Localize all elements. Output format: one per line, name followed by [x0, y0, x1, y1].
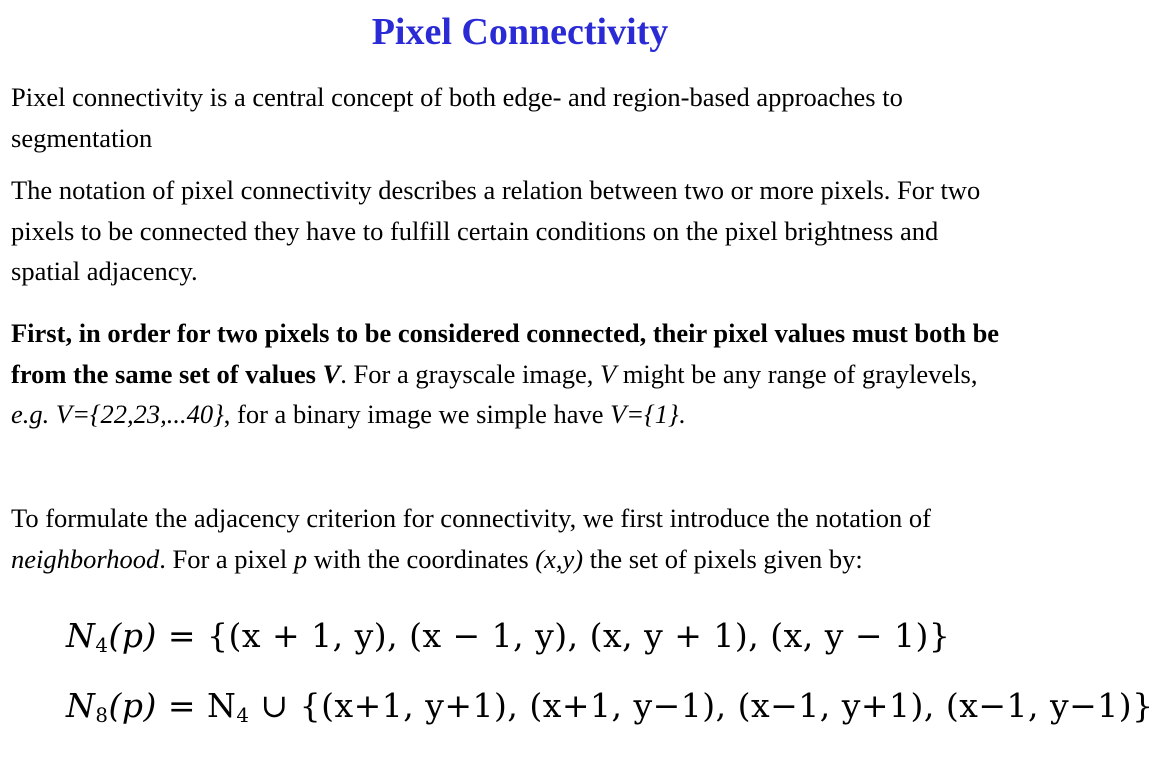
slide-title: Pixel Connectivity — [371, 11, 669, 53]
n8-lhs-sub: 8 — [95, 703, 109, 727]
coords-text: with the coordinates — [307, 543, 536, 574]
n8-equation — [66, 686, 1154, 727]
value-set-paragraph — [11, 313, 1011, 435]
var-v: V — [600, 358, 617, 389]
n4-rhs: = {(x + 1, y), (x − 1, y), (x, y + 1), (x, y − 1)} — [167, 616, 951, 655]
neighborhood-end-text: the set of pixels given by: — [583, 543, 863, 574]
example-set: e.g. V={22,23,...40} — [11, 399, 224, 429]
value-set-end: . — [678, 399, 686, 429]
value-set-bold-text: First, in order for two pixels to be considered connected, their pixel values must both be from the same set of values — [11, 318, 1000, 389]
n4-lhs-sub: 4 — [95, 633, 109, 657]
pixel-var-p: p — [293, 543, 308, 574]
neighborhood-term: neighborhood — [11, 543, 160, 574]
notation-paragraph: The notation of pixel connectivity describes a relation between two or more pixels. For two pixels to be connected they have to fulfill certain conditions on the pixel brightness and spatial adjacency. — [11, 175, 981, 286]
n8-lhs-arg: (p) — [108, 686, 157, 725]
neighborhood-paragraph — [11, 498, 1011, 579]
n8-rhs: ∪ {(x+1, y+1), (x+1, y−1), (x−1, y+1), (x−1, y−1)} — [249, 686, 1154, 725]
binary-text: , for a binary image we simple have — [223, 399, 611, 429]
n8-rhs-sub: 4 — [236, 703, 250, 727]
n4-equation — [66, 616, 950, 657]
grayscale-text: . For a grayscale image, — [340, 358, 600, 389]
pixel-text: . For a pixel — [159, 543, 294, 574]
range-text: might be any range of graylevels, — [616, 358, 978, 389]
binary-set: V={1} — [610, 399, 679, 429]
n8-rhs-prefix: = N — [167, 686, 237, 725]
neighborhood-intro-text: To formulate the adjacency criterion for connectivity, we first introduce the notation of — [11, 503, 931, 533]
n4-lhs-symbol: N — [66, 616, 96, 655]
n8-lhs-symbol: N — [66, 686, 96, 725]
intro-paragraph: Pixel connectivity is a central concept of both edge- and region-based approaches to segmentation — [11, 82, 903, 153]
coords-var: (x,y) — [535, 543, 584, 574]
bold-var-v: V — [322, 358, 341, 389]
n4-lhs-arg: (p) — [108, 616, 157, 655]
